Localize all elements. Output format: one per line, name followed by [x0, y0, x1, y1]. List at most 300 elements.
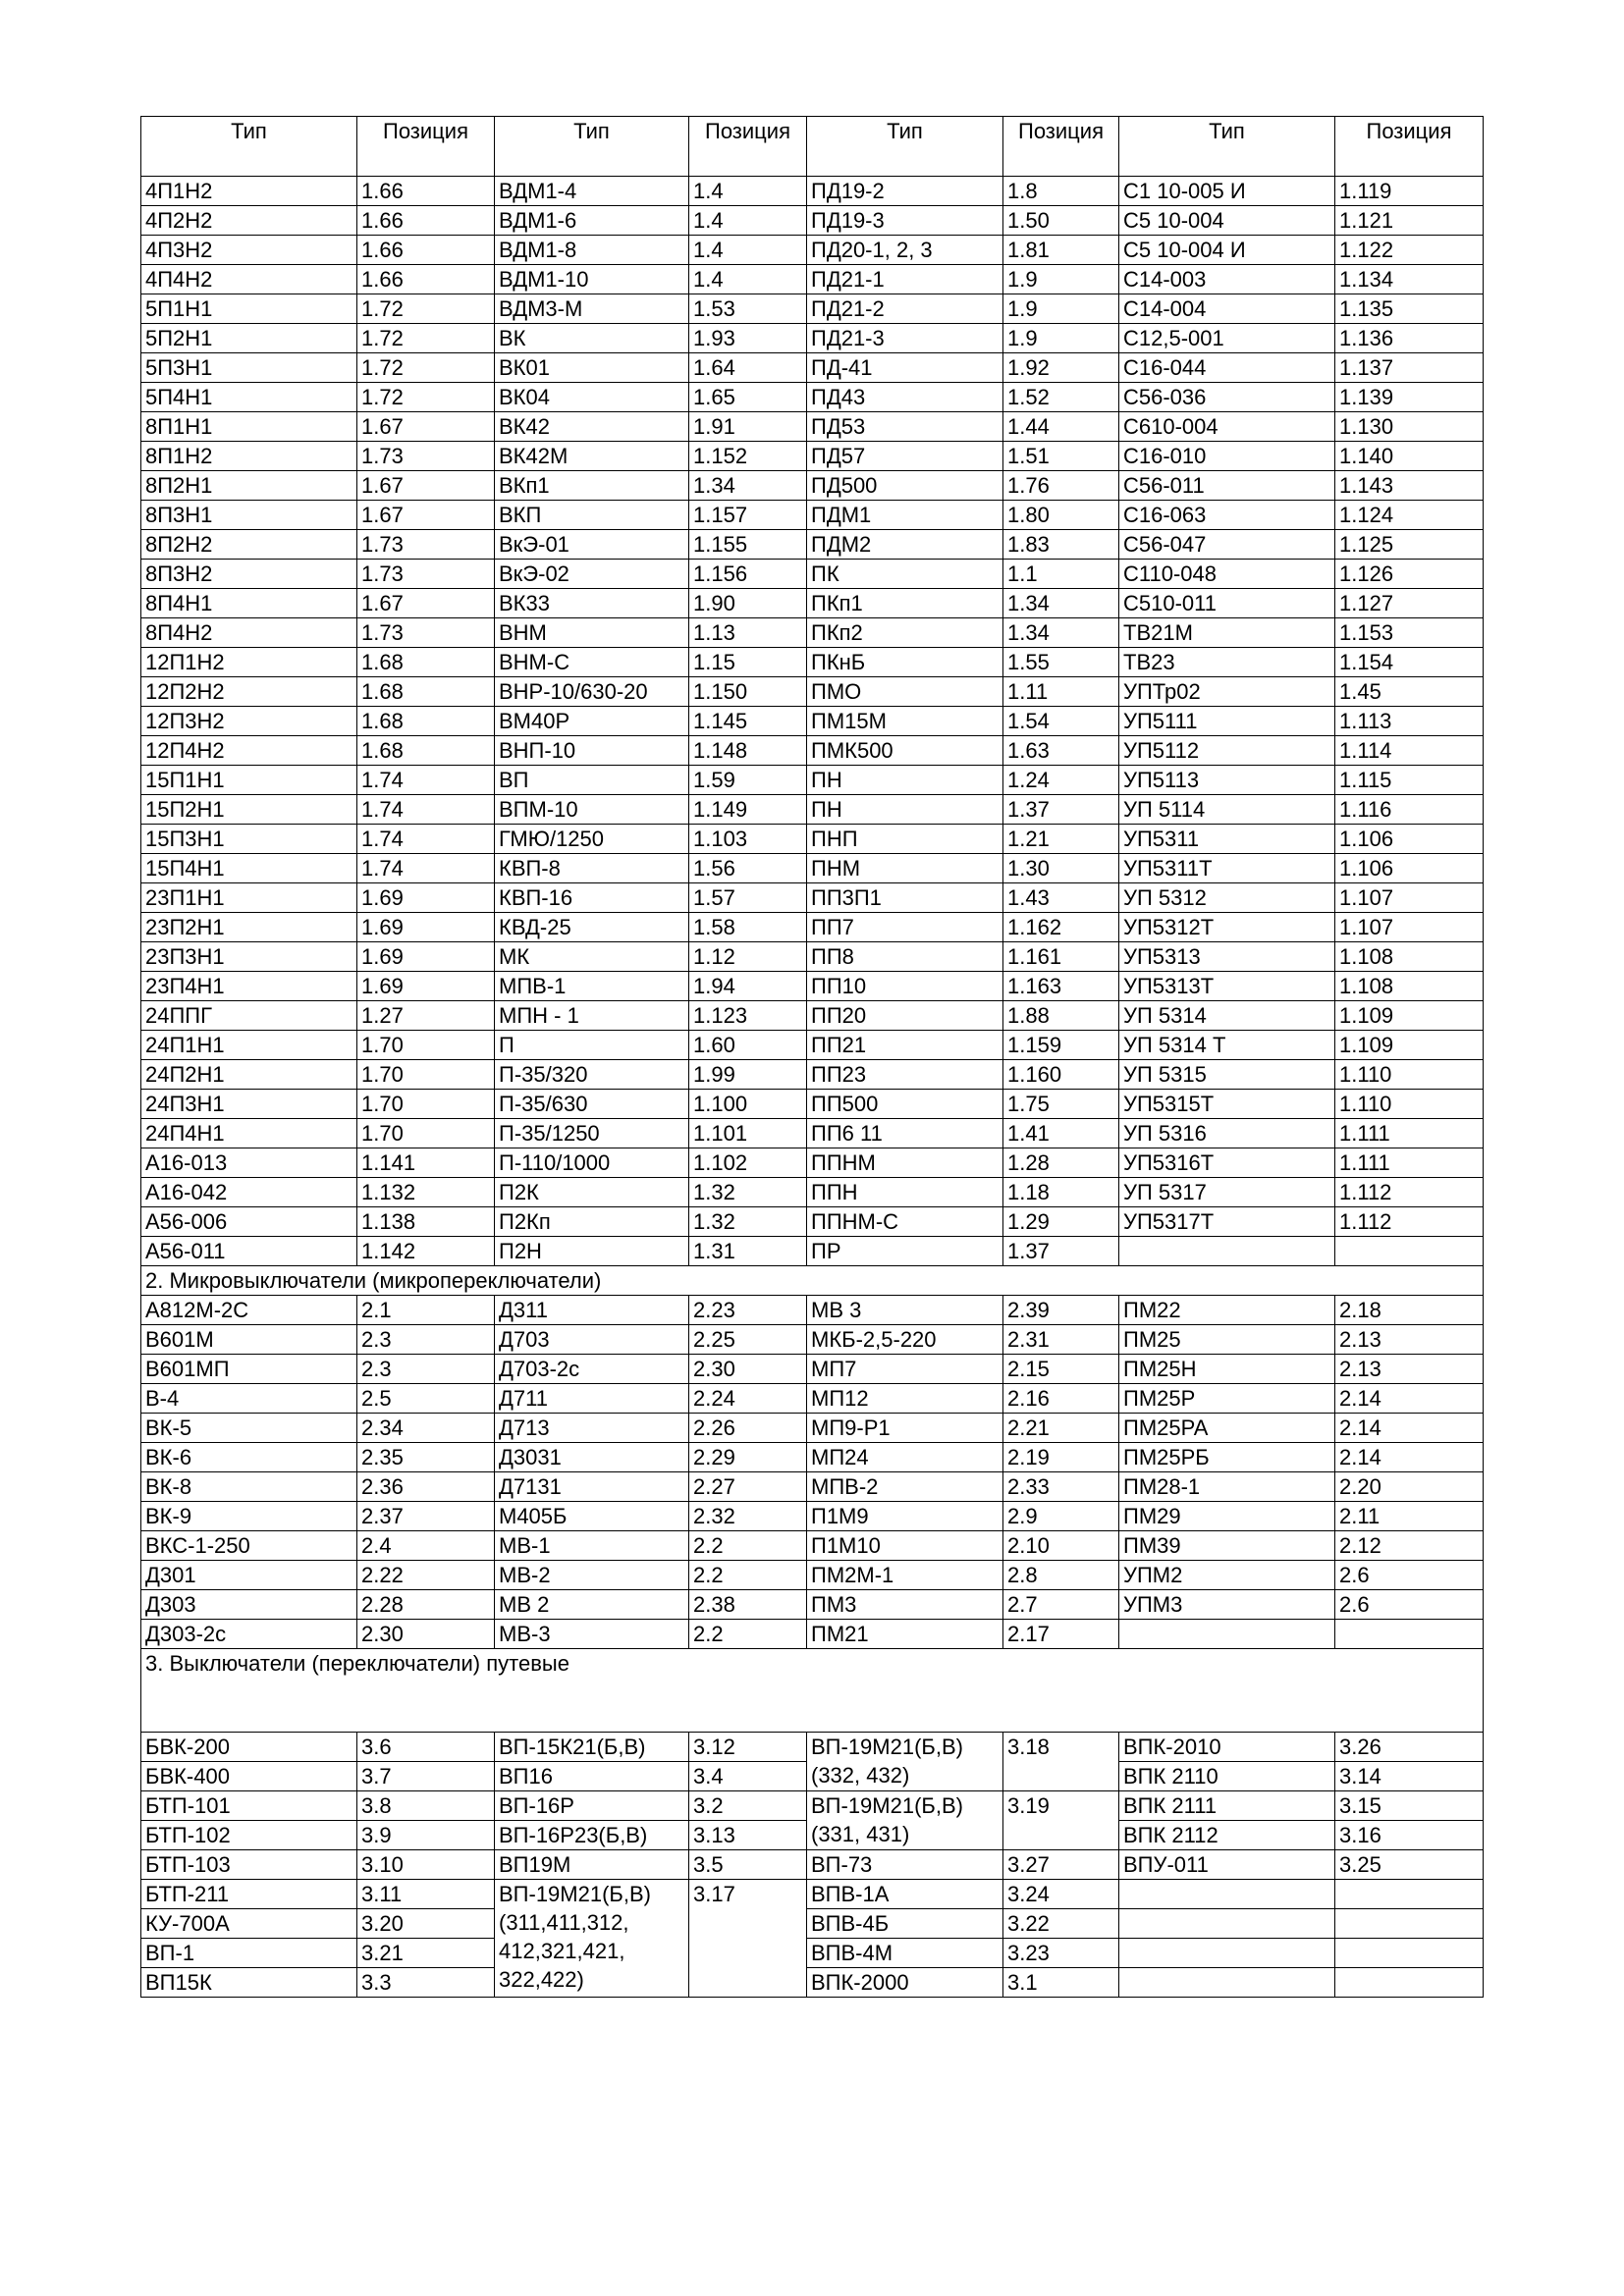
- position-cell: 1.70: [357, 1031, 495, 1060]
- type-cell: ПП3П1: [807, 883, 1003, 913]
- cell: ВП-15К21(Б,В): [495, 1733, 689, 1762]
- type-cell: Д703: [495, 1325, 689, 1355]
- position-cell: 1.52: [1003, 383, 1119, 412]
- type-cell: П2Н: [495, 1237, 689, 1266]
- type-cell: ПР: [807, 1237, 1003, 1266]
- position-cell: 1.59: [689, 766, 807, 795]
- cell-empty: [1119, 1939, 1335, 1968]
- position-cell: 1.65: [689, 383, 807, 412]
- position-cell: 1.66: [357, 177, 495, 206]
- type-cell: ВКП: [495, 501, 689, 530]
- type-cell: С12,5-001: [1119, 324, 1335, 353]
- position-cell: 1.68: [357, 736, 495, 766]
- cell: БТП-102: [141, 1821, 357, 1850]
- position-cell: 1.67: [357, 589, 495, 618]
- type-cell: МВ-3: [495, 1620, 689, 1649]
- type-cell: П1М10: [807, 1531, 1003, 1561]
- cell: 3.14: [1335, 1762, 1484, 1791]
- table-row: [141, 177, 1484, 206]
- position-cell: 2.28: [357, 1590, 495, 1620]
- position-cell: 1.69: [357, 913, 495, 942]
- type-cell: МК: [495, 942, 689, 972]
- position-cell: 2.2: [689, 1620, 807, 1649]
- position-cell: 1.108: [1335, 942, 1484, 972]
- type-cell: МПВ-1: [495, 972, 689, 1001]
- position-cell: 1.157: [689, 501, 807, 530]
- position-cell: 2.12: [1335, 1531, 1484, 1561]
- type-cell: ПД21-3: [807, 324, 1003, 353]
- position-cell: 1.66: [357, 236, 495, 265]
- position-cell: 2.7: [1003, 1590, 1119, 1620]
- position-cell: 1.66: [357, 206, 495, 236]
- type-cell: Д303-2с: [141, 1620, 357, 1649]
- position-cell: 2.14: [1335, 1414, 1484, 1443]
- type-cell: ВДМ1-4: [495, 177, 689, 206]
- type-cell: Д713: [495, 1414, 689, 1443]
- type-cell: 5П3Н1: [141, 353, 357, 383]
- type-cell: 24П1Н1: [141, 1031, 357, 1060]
- type-cell: ПНП: [807, 825, 1003, 854]
- type-cell: ПД20-1, 2, 3: [807, 236, 1003, 265]
- position-cell: 1.111: [1335, 1119, 1484, 1148]
- type-cell: УП 5312: [1119, 883, 1335, 913]
- cell: ВП-19М21(Б,В) (331, 431): [807, 1791, 1003, 1850]
- type-cell: УП5311Т: [1119, 854, 1335, 883]
- position-cell: 2.1: [357, 1296, 495, 1325]
- type-cell: ПП6 11: [807, 1119, 1003, 1148]
- type-cell: 8П3Н1: [141, 501, 357, 530]
- type-cell: Д301: [141, 1561, 357, 1590]
- cell-empty: [1119, 1909, 1335, 1939]
- position-cell: 1.24: [1003, 766, 1119, 795]
- position-cell: 2.13: [1335, 1325, 1484, 1355]
- position-cell: 2.38: [689, 1590, 807, 1620]
- type-cell: ПМ3: [807, 1590, 1003, 1620]
- position-cell: 1.28: [1003, 1148, 1119, 1178]
- type-cell: ПП23: [807, 1060, 1003, 1090]
- cell: ВПВ-1А: [807, 1880, 1003, 1909]
- table-row: [141, 1325, 1484, 1355]
- position-cell: 2.14: [1335, 1384, 1484, 1414]
- position-cell: 1.141: [357, 1148, 495, 1178]
- type-cell: С14-004: [1119, 294, 1335, 324]
- type-cell: УП 5314: [1119, 1001, 1335, 1031]
- position-cell: 1.139: [1335, 383, 1484, 412]
- cell: ВПК-2000: [807, 1968, 1003, 1998]
- type-cell: 4П3Н2: [141, 236, 357, 265]
- type-cell: Д711: [495, 1384, 689, 1414]
- position-cell: 1.132: [357, 1178, 495, 1207]
- table-row: [141, 825, 1484, 854]
- table-row: [141, 1561, 1484, 1590]
- position-cell: 2.25: [689, 1325, 807, 1355]
- type-cell: УП 5316: [1119, 1119, 1335, 1148]
- header-position-2: Позиция: [689, 117, 807, 177]
- position-cell: 1.32: [689, 1178, 807, 1207]
- position-cell: 2.33: [1003, 1472, 1119, 1502]
- cell: ВП-73: [807, 1850, 1003, 1880]
- type-cell: ПН: [807, 795, 1003, 825]
- cell: ВПВ-4М: [807, 1939, 1003, 1968]
- table-row: [141, 206, 1484, 236]
- table-row: [141, 1090, 1484, 1119]
- table-row: [141, 648, 1484, 677]
- cell: 3.16: [1335, 1821, 1484, 1850]
- type-cell: УПТр02: [1119, 677, 1335, 707]
- position-cell: 1.4: [689, 206, 807, 236]
- position-cell: 1.74: [357, 766, 495, 795]
- type-cell: ВП: [495, 766, 689, 795]
- type-cell: ППН: [807, 1178, 1003, 1207]
- type-cell: ВК33: [495, 589, 689, 618]
- position-cell: 1.145: [689, 707, 807, 736]
- type-cell: ВК42: [495, 412, 689, 442]
- position-cell: 1.140: [1335, 442, 1484, 471]
- section-2-body: [141, 1296, 1484, 1649]
- position-cell: 1.116: [1335, 795, 1484, 825]
- position-cell: 1.30: [1003, 854, 1119, 883]
- table-row: [141, 795, 1484, 825]
- position-cell: 1.110: [1335, 1060, 1484, 1090]
- position-cell: 1.54: [1003, 707, 1119, 736]
- position-cell: 1.109: [1335, 1031, 1484, 1060]
- type-cell: ПКнБ: [807, 648, 1003, 677]
- type-cell: УП 5314 Т: [1119, 1031, 1335, 1060]
- type-cell: МВ 3: [807, 1296, 1003, 1325]
- type-cell: ВМ40Р: [495, 707, 689, 736]
- position-cell: 2.9: [1003, 1502, 1119, 1531]
- position-cell: 1.122: [1335, 236, 1484, 265]
- type-cell: ПП10: [807, 972, 1003, 1001]
- type-cell: 12П3Н2: [141, 707, 357, 736]
- table-row: [141, 324, 1484, 353]
- position-cell: 1.112: [1335, 1178, 1484, 1207]
- type-cell: ВК04: [495, 383, 689, 412]
- type-cell: С1 10-005 И: [1119, 177, 1335, 206]
- section-2-title: 2. Микровыключатели (микропереключатели): [141, 1266, 1484, 1296]
- position-cell: 1.81: [1003, 236, 1119, 265]
- position-cell: 1.51: [1003, 442, 1119, 471]
- position-cell: 1.108: [1335, 972, 1484, 1001]
- position-cell: 1.69: [357, 942, 495, 972]
- type-cell: ПП21: [807, 1031, 1003, 1060]
- position-cell: 1.124: [1335, 501, 1484, 530]
- position-cell: 1.153: [1335, 618, 1484, 648]
- position-cell: 1.55: [1003, 648, 1119, 677]
- table-row: [141, 1620, 1484, 1649]
- type-cell: [1119, 1620, 1335, 1649]
- position-cell: [1335, 1237, 1484, 1266]
- cell: ВПК 2112: [1119, 1821, 1335, 1850]
- type-cell: ПМ25РБ: [1119, 1443, 1335, 1472]
- position-cell: 1.66: [357, 265, 495, 294]
- position-cell: 1.31: [689, 1237, 807, 1266]
- position-cell: 1.113: [1335, 707, 1484, 736]
- type-cell: ПД21-1: [807, 265, 1003, 294]
- position-cell: 1.34: [1003, 618, 1119, 648]
- type-cell: С56-011: [1119, 471, 1335, 501]
- position-cell: 1.68: [357, 677, 495, 707]
- type-cell: ППНМ: [807, 1148, 1003, 1178]
- section-3-title: 3. Выключатели (переключатели) путевые: [141, 1649, 1484, 1733]
- cell: ВПУ-011: [1119, 1850, 1335, 1880]
- cell: 3.4: [689, 1762, 807, 1791]
- type-cell: С16-010: [1119, 442, 1335, 471]
- table-row: [141, 1001, 1484, 1031]
- table-row: [141, 736, 1484, 766]
- table-row: [141, 353, 1484, 383]
- position-cell: 1.11: [1003, 677, 1119, 707]
- position-cell: 2.3: [357, 1325, 495, 1355]
- table-row: [141, 913, 1484, 942]
- type-cell: КВП-8: [495, 854, 689, 883]
- type-cell: 24ППГ: [141, 1001, 357, 1031]
- cell-empty: [1335, 1939, 1484, 1968]
- type-cell: УПМ2: [1119, 1561, 1335, 1590]
- type-cell: 5П1Н1: [141, 294, 357, 324]
- position-cell: 2.6: [1335, 1561, 1484, 1590]
- position-cell: 1.74: [357, 854, 495, 883]
- cell: БТП-103: [141, 1850, 357, 1880]
- position-cell: 1.80: [1003, 501, 1119, 530]
- type-cell: С14-003: [1119, 265, 1335, 294]
- type-cell: ПД57: [807, 442, 1003, 471]
- cell: 3.11: [357, 1880, 495, 1909]
- type-cell: ПНМ: [807, 854, 1003, 883]
- position-cell: 1.72: [357, 324, 495, 353]
- position-cell: 1.136: [1335, 324, 1484, 353]
- table-row: [141, 1384, 1484, 1414]
- cell: 3.1: [1003, 1968, 1119, 1998]
- type-cell: Д7131: [495, 1472, 689, 1502]
- type-cell: ПМ2М-1: [807, 1561, 1003, 1590]
- type-cell: ВПМ-10: [495, 795, 689, 825]
- type-cell: ПН: [807, 766, 1003, 795]
- cell: ВП-19М21(Б,В) (311,411,312, 412,321,421, 322,422): [495, 1880, 689, 1998]
- cell: 3.24: [1003, 1880, 1119, 1909]
- type-cell: ВДМ1-10: [495, 265, 689, 294]
- table-row: [141, 471, 1484, 501]
- type-cell: ПД43: [807, 383, 1003, 412]
- position-cell: 1.152: [689, 442, 807, 471]
- position-cell: 2.3: [357, 1355, 495, 1384]
- position-cell: 1.126: [1335, 560, 1484, 589]
- type-cell: ПКп1: [807, 589, 1003, 618]
- type-cell: П-35/1250: [495, 1119, 689, 1148]
- type-cell: 8П1Н1: [141, 412, 357, 442]
- position-cell: 1.70: [357, 1119, 495, 1148]
- position-cell: 2.30: [689, 1355, 807, 1384]
- table-row: [141, 854, 1484, 883]
- position-cell: 1.67: [357, 412, 495, 442]
- position-cell: 1.29: [1003, 1207, 1119, 1237]
- table-row: [141, 560, 1484, 589]
- position-cell: 1.74: [357, 825, 495, 854]
- type-cell: УП5113: [1119, 766, 1335, 795]
- type-cell: МП12: [807, 1384, 1003, 1414]
- position-cell: 1.134: [1335, 265, 1484, 294]
- type-cell: 8П2Н2: [141, 530, 357, 560]
- position-cell: 1.21: [1003, 825, 1119, 854]
- position-cell: 2.6: [1335, 1590, 1484, 1620]
- type-cell: 23П4Н1: [141, 972, 357, 1001]
- position-cell: 1.34: [689, 471, 807, 501]
- table-row: [141, 1590, 1484, 1620]
- cell: ВП-16Р23(Б,В): [495, 1821, 689, 1850]
- type-cell: В601М: [141, 1325, 357, 1355]
- position-cell: 1.18: [1003, 1178, 1119, 1207]
- position-cell: 1.13: [689, 618, 807, 648]
- type-cell: ППНМ-С: [807, 1207, 1003, 1237]
- position-cell: 2.30: [357, 1620, 495, 1649]
- position-cell: 2.21: [1003, 1414, 1119, 1443]
- type-cell: МП9-Р1: [807, 1414, 1003, 1443]
- position-cell: 1.150: [689, 677, 807, 707]
- position-cell: 1.73: [357, 560, 495, 589]
- position-cell: 1.69: [357, 972, 495, 1001]
- type-cell: УП 5315: [1119, 1060, 1335, 1090]
- type-cell: Д703-2с: [495, 1355, 689, 1384]
- type-cell: ВкЭ-01: [495, 530, 689, 560]
- type-cell: А16-013: [141, 1148, 357, 1178]
- type-cell: ТВ21М: [1119, 618, 1335, 648]
- type-cell: ПМ39: [1119, 1531, 1335, 1561]
- position-cell: 1.4: [689, 236, 807, 265]
- type-cell: 12П2Н2: [141, 677, 357, 707]
- type-cell: ТВ23: [1119, 648, 1335, 677]
- header-position-4: Позиция: [1335, 117, 1484, 177]
- table-row: [141, 766, 1484, 795]
- type-cell: С510-011: [1119, 589, 1335, 618]
- table-row: [141, 383, 1484, 412]
- position-cell: 1.72: [357, 294, 495, 324]
- type-cell: ПМ25Н: [1119, 1355, 1335, 1384]
- type-cell: С56-047: [1119, 530, 1335, 560]
- type-cell: ПМ28-1: [1119, 1472, 1335, 1502]
- type-cell: УПМ3: [1119, 1590, 1335, 1620]
- position-cell: 2.13: [1335, 1355, 1484, 1384]
- type-cell: ВК-6: [141, 1443, 357, 1472]
- cell: БТП-101: [141, 1791, 357, 1821]
- type-cell: 24П3Н1: [141, 1090, 357, 1119]
- type-cell: ПД19-3: [807, 206, 1003, 236]
- type-cell: А16-042: [141, 1178, 357, 1207]
- position-cell: 2.32: [689, 1502, 807, 1531]
- position-cell: 1.53: [689, 294, 807, 324]
- cell: БВК-400: [141, 1762, 357, 1791]
- type-cell: С16-044: [1119, 353, 1335, 383]
- cell: 3.5: [689, 1850, 807, 1880]
- type-cell: МВ-1: [495, 1531, 689, 1561]
- cell: 3.23: [1003, 1939, 1119, 1968]
- type-cell: П: [495, 1031, 689, 1060]
- type-cell: П-110/1000: [495, 1148, 689, 1178]
- table-row: [141, 412, 1484, 442]
- header-type-4: Тип: [1119, 117, 1335, 177]
- position-cell: 1.67: [357, 471, 495, 501]
- cell: ВП16: [495, 1762, 689, 1791]
- type-cell: 15П3Н1: [141, 825, 357, 854]
- type-cell: ВДМ3-М: [495, 294, 689, 324]
- section-3-heading: [141, 1649, 1484, 1733]
- type-cell: МКБ-2,5-220: [807, 1325, 1003, 1355]
- position-cell: 1.123: [689, 1001, 807, 1031]
- table-row: [141, 236, 1484, 265]
- table-row: [141, 1031, 1484, 1060]
- type-cell: УП 5317: [1119, 1178, 1335, 1207]
- position-cell: 1.72: [357, 353, 495, 383]
- type-cell: С110-048: [1119, 560, 1335, 589]
- position-cell: 1.8: [1003, 177, 1119, 206]
- cell: ВП-19М21(Б,В) (332, 432): [807, 1733, 1003, 1791]
- type-cell: С5 10-004 И: [1119, 236, 1335, 265]
- type-cell: ПМ25РА: [1119, 1414, 1335, 1443]
- type-cell: В601МП: [141, 1355, 357, 1384]
- cell: ВП15К: [141, 1968, 357, 1998]
- cell: 3.3: [357, 1968, 495, 1998]
- table-row: [141, 1443, 1484, 1472]
- table-row: [141, 265, 1484, 294]
- type-cell: Д311: [495, 1296, 689, 1325]
- position-cell: 2.15: [1003, 1355, 1119, 1384]
- table-row: [141, 1355, 1484, 1384]
- position-cell: 2.19: [1003, 1443, 1119, 1472]
- position-cell: 1.56: [689, 854, 807, 883]
- position-cell: 1.110: [1335, 1090, 1484, 1119]
- position-cell: 1.103: [689, 825, 807, 854]
- type-cell: ПП20: [807, 1001, 1003, 1031]
- position-cell: 2.24: [689, 1384, 807, 1414]
- type-cell: 8П1Н2: [141, 442, 357, 471]
- position-cell: 1.68: [357, 707, 495, 736]
- position-cell: 2.20: [1335, 1472, 1484, 1502]
- position-cell: 1.69: [357, 883, 495, 913]
- table-row: [141, 972, 1484, 1001]
- position-cell: 1.90: [689, 589, 807, 618]
- cell: 3.15: [1335, 1791, 1484, 1821]
- position-cell: 1.4: [689, 177, 807, 206]
- cell: ВПК 2110: [1119, 1762, 1335, 1791]
- cell: 3.18: [1003, 1733, 1119, 1791]
- cell-empty: [1119, 1880, 1335, 1909]
- position-cell: 1.83: [1003, 530, 1119, 560]
- position-cell: 1.45: [1335, 677, 1484, 707]
- type-cell: УП5316Т: [1119, 1148, 1335, 1178]
- cell: 3.21: [357, 1939, 495, 1968]
- position-cell: 1.50: [1003, 206, 1119, 236]
- type-cell: ВНМ: [495, 618, 689, 648]
- type-cell: [1119, 1237, 1335, 1266]
- position-cell: 1.4: [689, 265, 807, 294]
- type-cell: 4П4Н2: [141, 265, 357, 294]
- type-cell: 23П2Н1: [141, 913, 357, 942]
- header-type-2: Тип: [495, 117, 689, 177]
- type-cell: ВДМ1-6: [495, 206, 689, 236]
- type-cell: УП5313: [1119, 942, 1335, 972]
- position-cell: 1.15: [689, 648, 807, 677]
- type-cell: 8П4Н1: [141, 589, 357, 618]
- type-cell: Д3031: [495, 1443, 689, 1472]
- type-cell: ПМ22: [1119, 1296, 1335, 1325]
- position-cell: 1.94: [689, 972, 807, 1001]
- type-cell: П-35/630: [495, 1090, 689, 1119]
- position-cell: 1.9: [1003, 265, 1119, 294]
- type-cell: П2К: [495, 1178, 689, 1207]
- type-cell: С5 10-004: [1119, 206, 1335, 236]
- type-cell: ВК-5: [141, 1414, 357, 1443]
- position-cell: 2.35: [357, 1443, 495, 1472]
- type-cell: С56-036: [1119, 383, 1335, 412]
